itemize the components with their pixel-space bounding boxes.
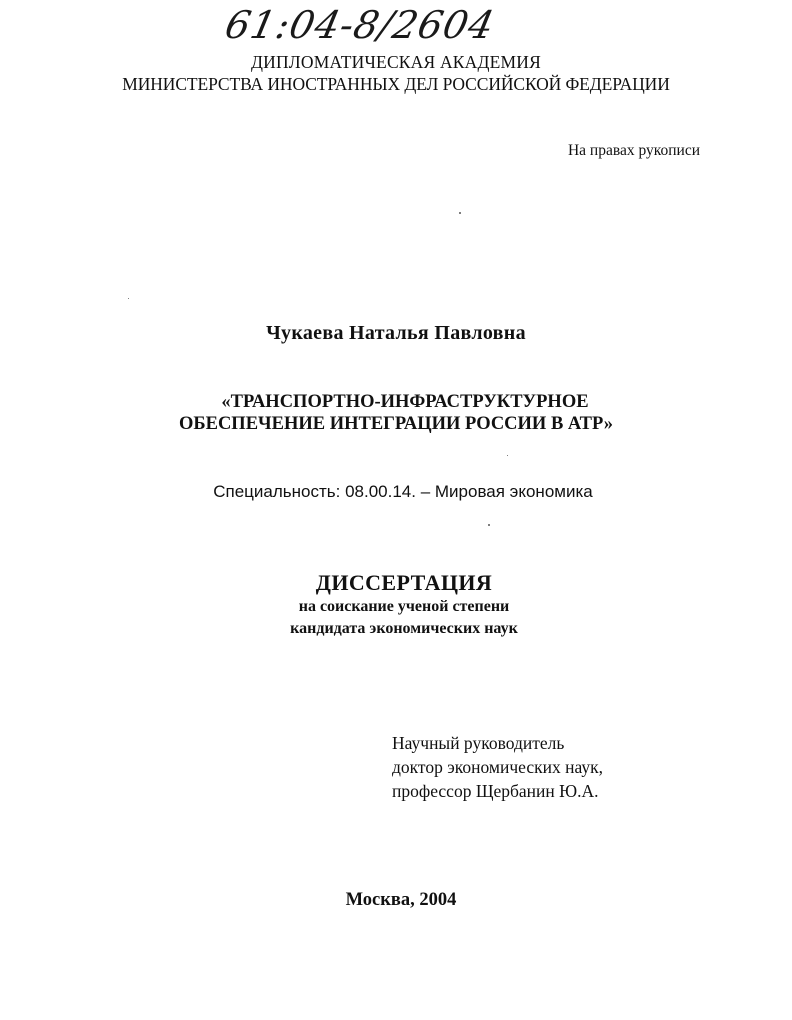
title-line-2: ОБЕСПЕЧЕНИЕ ИНТЕГРАЦИИ РОССИИ В АТР» xyxy=(178,414,613,434)
supervisor-name: профессор Щербанин Ю.А. xyxy=(392,781,599,801)
rights-note: На правах рукописи xyxy=(567,142,700,159)
degree-line-2: кандидата экономических наук xyxy=(290,620,518,637)
institution-line-2: МИНИСТЕРСТВА ИНОСТРАННЫХ ДЕЛ РОССИЙСКОЙ ФЕДЕРАЦИИ xyxy=(122,74,670,94)
scan-speck xyxy=(459,212,461,214)
institution-line-1: ДИПЛОМАТИЧЕСКАЯ АКАДЕМИЯ xyxy=(250,52,542,72)
author-name: Чукаева Наталья Павловна xyxy=(266,322,526,344)
supervisor-role: Научный руководитель xyxy=(392,733,565,753)
degree-line-1: на соискание ученой степени xyxy=(298,598,510,615)
scan-speck xyxy=(488,524,490,526)
scan-speck xyxy=(128,298,129,299)
document-type-heading: ДИССЕРТАЦИЯ xyxy=(315,570,493,595)
supervisor-degree: доктор экономических наук, xyxy=(392,757,603,777)
city-year: Москва, 2004 xyxy=(345,890,457,910)
scan-speck xyxy=(507,455,508,456)
handwritten-archive-code: 61:04-8/2604 xyxy=(221,3,499,47)
specialty-line: Специальность: 08.00.14. – Мировая экономика xyxy=(213,482,593,501)
title-line-1: «ТРАНСПОРТНО-ИНФРАСТРУКТУРНОЕ xyxy=(221,392,589,412)
